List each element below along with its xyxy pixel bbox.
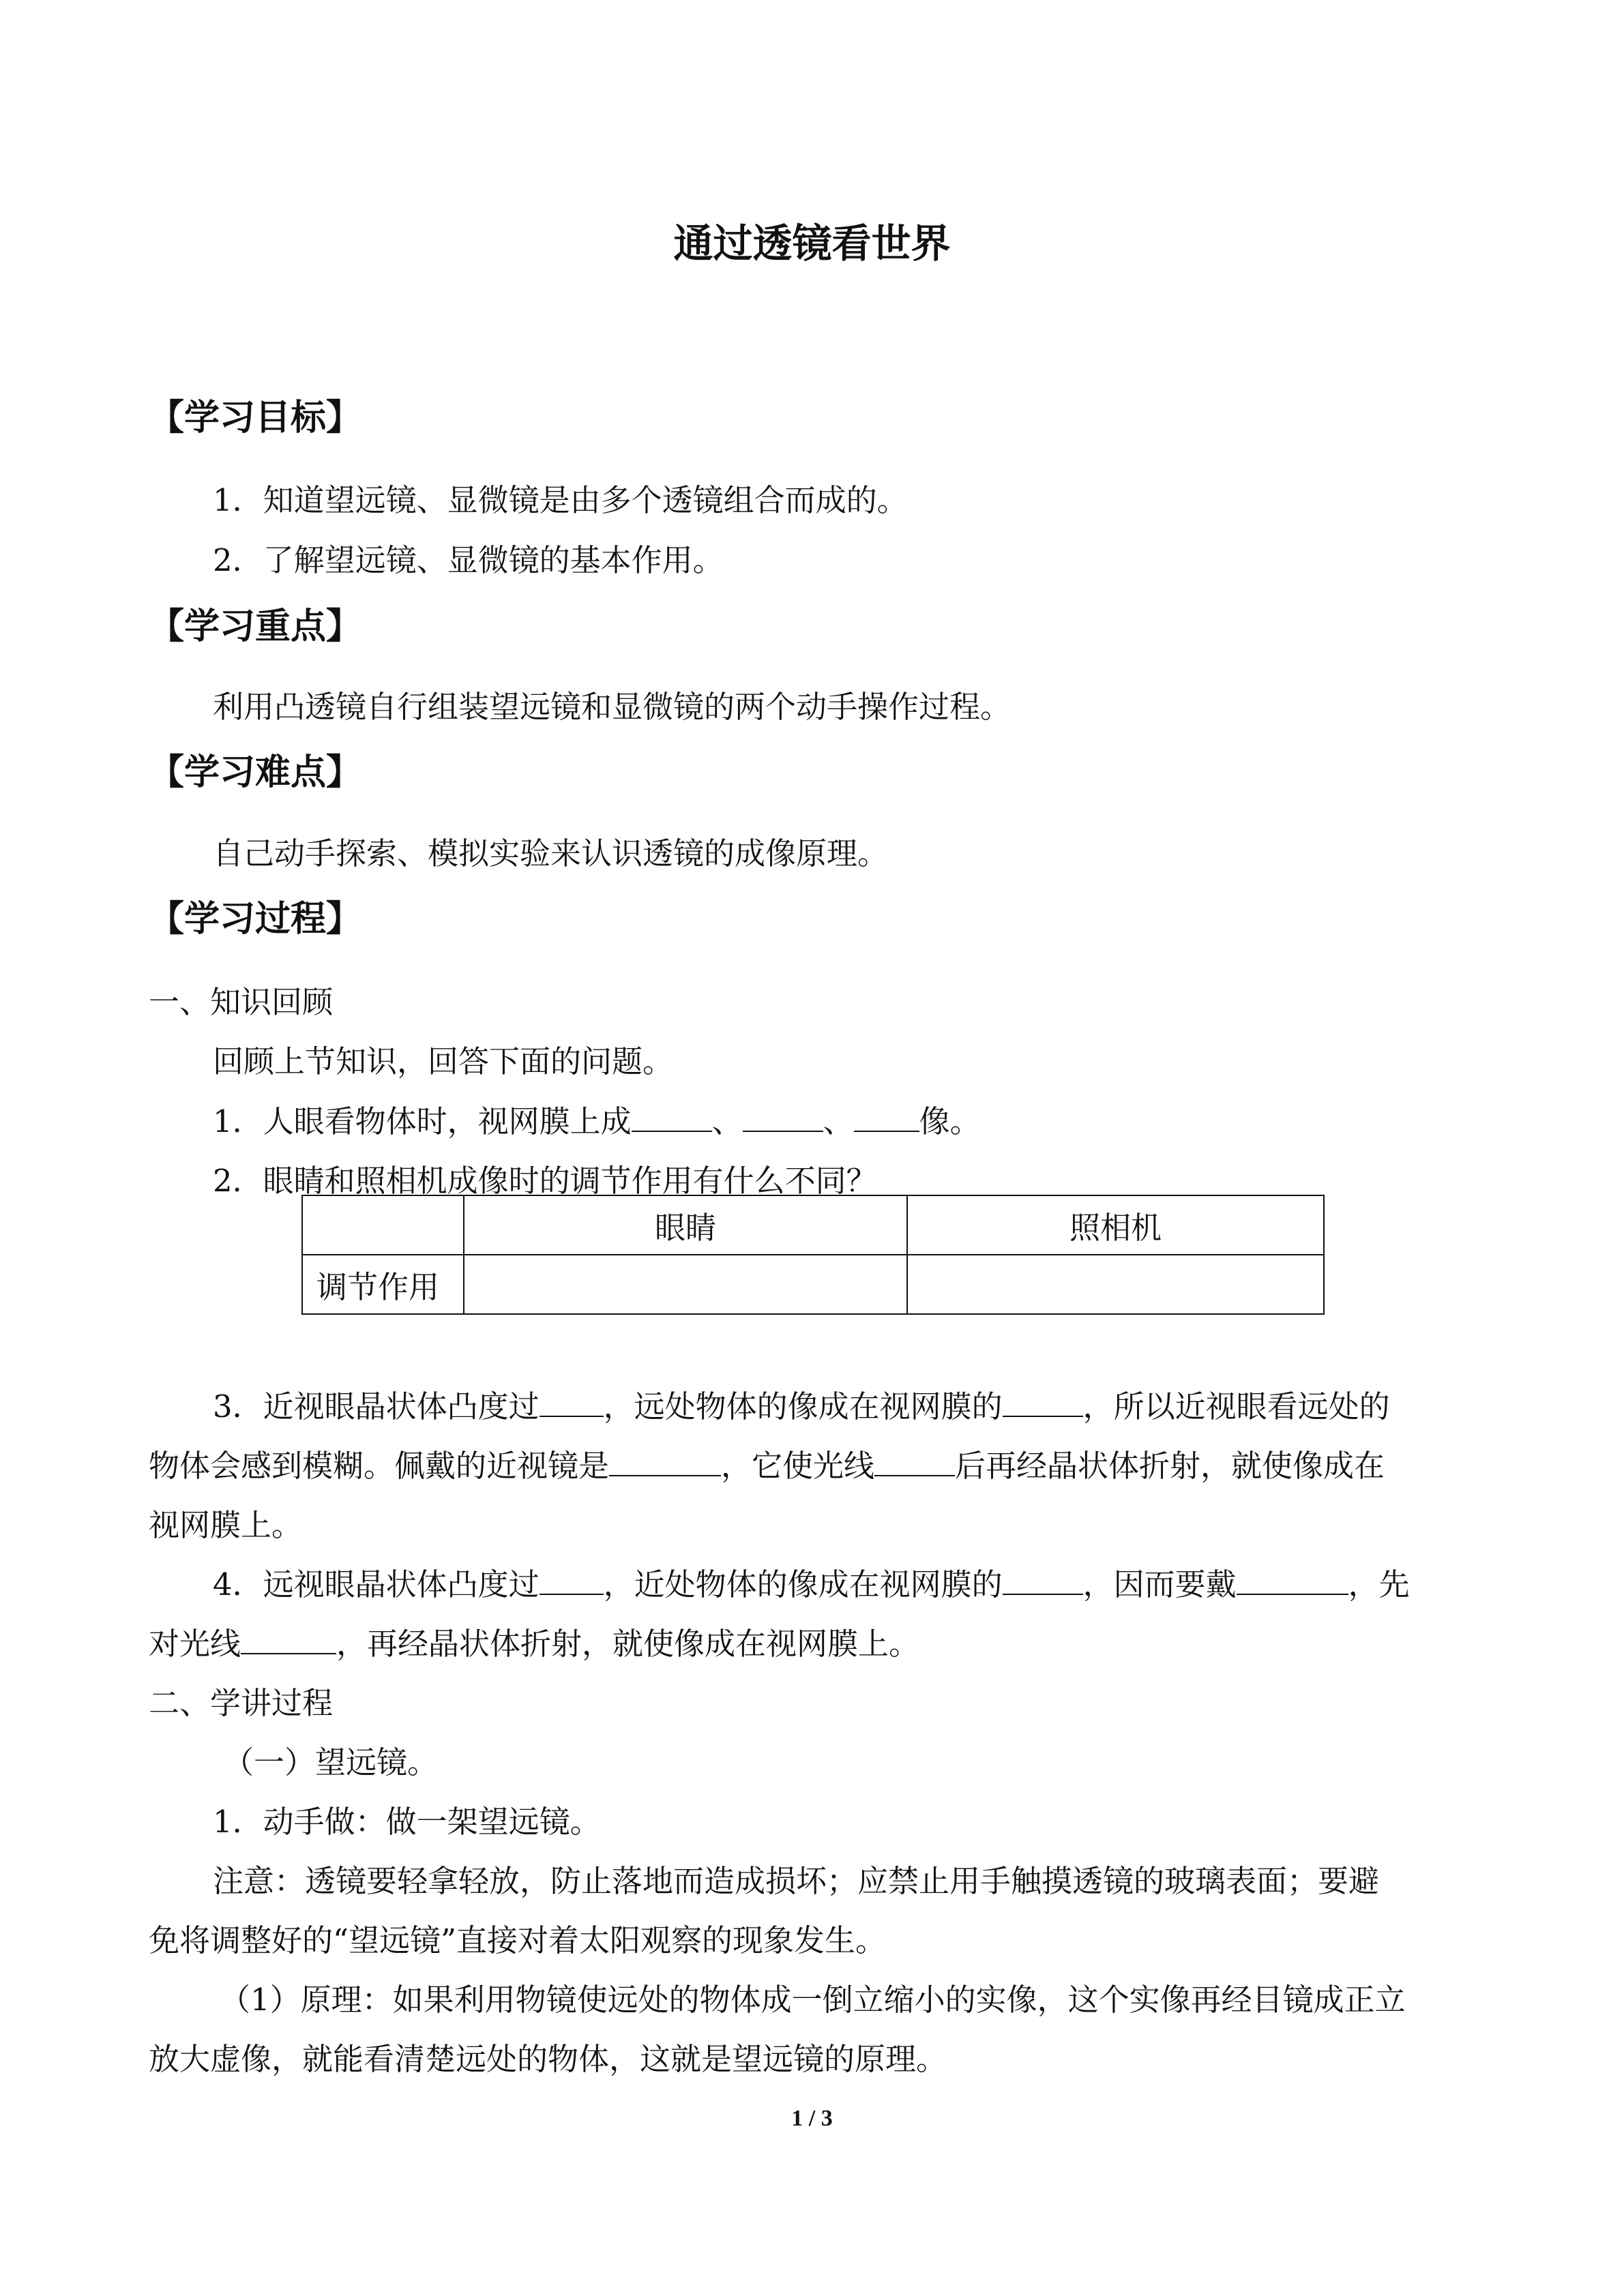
answer-blank[interactable] bbox=[540, 1566, 604, 1595]
question-3-line-2 bbox=[149, 1441, 1385, 1485]
table-header-cell bbox=[302, 1195, 464, 1255]
difficulty-heading: 【学习难点】 bbox=[149, 752, 362, 793]
q1-sep-2: 、 bbox=[823, 1103, 854, 1139]
q4-text: ，因而要戴 bbox=[1082, 1566, 1237, 1602]
question-1 bbox=[213, 1097, 981, 1141]
q3-text: ，所以近视眼看远处的 bbox=[1082, 1388, 1390, 1425]
q3-text: ，远处物体的像成在视网膜的 bbox=[603, 1388, 1003, 1425]
answer-blank[interactable] bbox=[632, 1103, 712, 1132]
answer-blank[interactable] bbox=[1003, 1566, 1083, 1595]
goals-heading: 【学习目标】 bbox=[149, 398, 362, 438]
goal-item-2: 2．了解望远镜、显微镜的基本作用。 bbox=[213, 542, 724, 578]
principle-line-1: （1）原理：如果利用物镜使远处的物体成一倒立缩小的实像，这个实像再经目镜成正立 bbox=[220, 1982, 1406, 2018]
make-telescope: 1．动手做：做一架望远镜。 bbox=[213, 1804, 601, 1840]
eye-answer-cell[interactable] bbox=[464, 1255, 907, 1314]
q3-text: 3．近视眼晶状体凸度过 bbox=[213, 1388, 540, 1425]
table-header-eye: 眼睛 bbox=[464, 1195, 907, 1255]
q4-text: ，先 bbox=[1348, 1566, 1410, 1602]
lecture-title: 二、学讲过程 bbox=[149, 1685, 334, 1721]
page-title: 通过透镜看世界 bbox=[673, 220, 951, 267]
q3-text: 后再经晶状体折射，就使像成在 bbox=[955, 1448, 1385, 1484]
page-number: 1 / 3 bbox=[791, 2106, 833, 2131]
goal-item-1: 1．知道望远镜、显微镜是由多个透镜组合而成的。 bbox=[213, 482, 908, 518]
table-row bbox=[302, 1255, 1324, 1314]
answer-blank[interactable] bbox=[1003, 1388, 1083, 1417]
q1-text-d: 像。 bbox=[919, 1103, 981, 1139]
question-2: 2．眼睛和照相机成像时的调节作用有什么不同？ bbox=[213, 1163, 877, 1199]
review-title: 一、知识回顾 bbox=[149, 984, 334, 1020]
note-line-2: 免将调整好的“望远镜”直接对着太阳观察的现象发生。 bbox=[149, 1922, 887, 1958]
q1-text-a: 1．人眼看物体时，视网膜上成 bbox=[213, 1103, 632, 1139]
table-row-label: 调节作用 bbox=[302, 1255, 464, 1314]
q4-text: 4．远视眼晶状体凸度过 bbox=[213, 1566, 540, 1602]
focus-heading: 【学习重点】 bbox=[149, 606, 362, 647]
question-3-line-3: 视网膜上。 bbox=[149, 1507, 303, 1543]
question-4-line-1 bbox=[213, 1560, 1410, 1604]
note-line-1: 注意：透镜要轻拿轻放，防止落地而造成损坏；应禁止用手触摸透镜的玻璃表面；要避 bbox=[213, 1863, 1380, 1899]
process-heading: 【学习过程】 bbox=[149, 899, 362, 940]
difficulty-text: 自己动手探索、模拟实验来认识透镜的成像原理。 bbox=[213, 835, 889, 871]
camera-answer-cell[interactable] bbox=[907, 1255, 1324, 1314]
q3-text: ，它使光线 bbox=[721, 1448, 875, 1484]
answer-blank[interactable] bbox=[609, 1448, 721, 1476]
table-header-row bbox=[302, 1195, 1324, 1255]
telescope-section: （一）望远镜。 bbox=[223, 1744, 439, 1780]
answer-blank[interactable] bbox=[540, 1388, 604, 1417]
focus-text: 利用凸透镜自行组装望远镜和显微镜的两个动手操作过程。 bbox=[213, 689, 1012, 725]
comparison-table bbox=[301, 1195, 1325, 1315]
question-4-line-2 bbox=[149, 1619, 919, 1663]
table-header-camera: 照相机 bbox=[907, 1195, 1324, 1255]
review-intro: 回顾上节知识，回答下面的问题。 bbox=[213, 1043, 674, 1079]
answer-blank[interactable] bbox=[743, 1103, 823, 1132]
q1-sep-1: 、 bbox=[711, 1103, 743, 1139]
q3-text: 物体会感到模糊。佩戴的近视镜是 bbox=[149, 1448, 610, 1484]
answer-blank[interactable] bbox=[241, 1626, 336, 1654]
q4-text: ，近处物体的像成在视网膜的 bbox=[603, 1566, 1003, 1602]
answer-blank[interactable] bbox=[854, 1103, 919, 1132]
answer-blank[interactable] bbox=[874, 1448, 955, 1476]
answer-blank[interactable] bbox=[1237, 1566, 1348, 1595]
q4-text: 对光线 bbox=[149, 1626, 241, 1662]
q4-text: ，再经晶状体折射，就使像成在视网膜上。 bbox=[336, 1626, 920, 1662]
question-3-line-1 bbox=[213, 1382, 1390, 1426]
principle-line-2: 放大虚像，就能看清楚远处的物体，这就是望远镜的原理。 bbox=[149, 2041, 947, 2077]
